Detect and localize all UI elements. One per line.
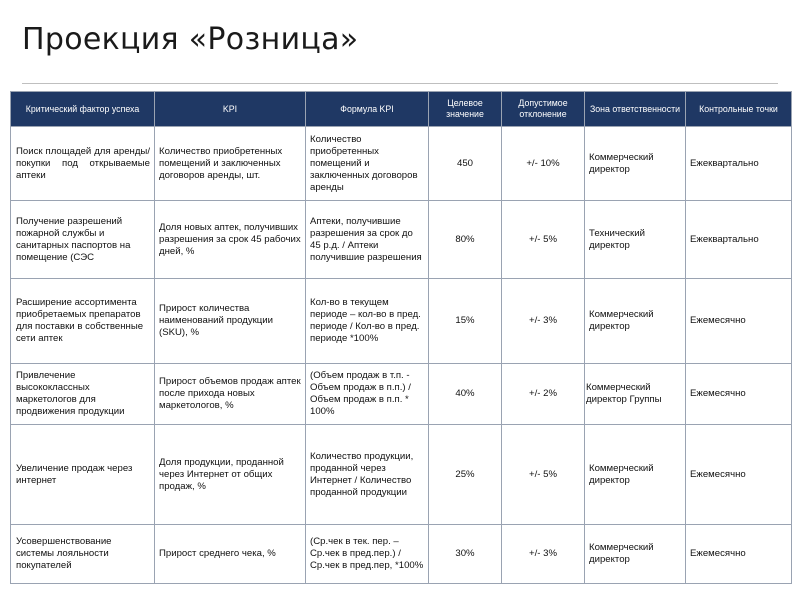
header-target-value: Целевое значение xyxy=(429,92,502,127)
cell-checkpoints: Ежемесячно xyxy=(686,425,792,525)
cell-kpi: Количество приобретенных помещений и заключенных договоров аренды, шт. xyxy=(155,127,306,201)
cell-kpi: Доля продукции, проданной через Интернет от общих продаж, % xyxy=(155,425,306,525)
header-critical-factor: Критический фактор успеха xyxy=(11,92,155,127)
cell-responsibility: Коммерческий директор xyxy=(585,425,686,525)
cell-checkpoints: Ежеквартально xyxy=(686,127,792,201)
cell-tolerance: +/- 10% xyxy=(502,127,585,201)
cell-checkpoints: Ежемесячно xyxy=(686,364,792,425)
cell-critical-factor: Увеличение продаж через интернет xyxy=(11,425,155,525)
cell-kpi: Доля новых аптек, получивших разрешения за срок 45 рабочих дней, % xyxy=(155,201,306,279)
cell-kpi-formula: Количество приобретенных помещений и заключенных договоров аренды xyxy=(306,127,429,201)
cell-checkpoints: Ежемесячно xyxy=(686,525,792,584)
cell-kpi-formula: (Объем продаж в т.п. - Объем продаж в п.п.) / Объем продаж в п.п. * 100% xyxy=(306,364,429,425)
cell-responsibility: Коммерческий директор Группы xyxy=(585,364,686,425)
cell-responsibility: Коммерческий директор xyxy=(585,127,686,201)
cell-kpi-formula: Кол-во в текущем периоде – кол-во в пред. периоде / Кол-во в пред. периоде *100% xyxy=(306,279,429,364)
cell-kpi: Прирост количества наименований продукции (SKU), % xyxy=(155,279,306,364)
cell-target-value: 30% xyxy=(429,525,502,584)
cell-critical-factor: Расширение ассортимента приобретаемых препаратов для поставки в собственные сети аптек xyxy=(11,279,155,364)
header-responsibility: Зона ответственности xyxy=(585,92,686,127)
kpi-table xyxy=(10,91,792,584)
cell-checkpoints: Ежеквартально xyxy=(686,201,792,279)
cell-kpi: Прирост среднего чека, % xyxy=(155,525,306,584)
cell-tolerance: +/- 5% xyxy=(502,425,585,525)
header-kpi: KPI xyxy=(155,92,306,127)
table-row xyxy=(11,364,792,425)
title-divider xyxy=(22,83,778,84)
cell-responsibility: Технический директор xyxy=(585,201,686,279)
cell-responsibility: Коммерческий директор xyxy=(585,279,686,364)
table-row xyxy=(11,425,792,525)
table-row xyxy=(11,201,792,279)
table-row xyxy=(11,127,792,201)
header-tolerance: Допустимое отклонение xyxy=(502,92,585,127)
header-checkpoints: Контрольные точки xyxy=(686,92,792,127)
cell-target-value: 450 xyxy=(429,127,502,201)
cell-critical-factor: Получение разрешений пожарной службы и санитарных паспортов на помещение (СЭС xyxy=(11,201,155,279)
cell-critical-factor: Привлечение высококлассных маркетологов для продвижения продукции xyxy=(11,364,155,425)
cell-target-value: 40% xyxy=(429,364,502,425)
cell-kpi: Прирост объемов продаж аптек после прихода новых маркетологов, % xyxy=(155,364,306,425)
cell-tolerance: +/- 5% xyxy=(502,201,585,279)
cell-checkpoints: Ежемесячно xyxy=(686,279,792,364)
cell-kpi-formula: Аптеки, получившие разрешения за срок до 45 р.д. / Аптеки получившие разрешения xyxy=(306,201,429,279)
cell-target-value: 80% xyxy=(429,201,502,279)
table-row xyxy=(11,525,792,584)
cell-tolerance: +/- 3% xyxy=(502,525,585,584)
cell-critical-factor: Поиск площадей для аренды/покупки под открываемые аптеки xyxy=(11,127,155,201)
table-row xyxy=(11,279,792,364)
header-row xyxy=(11,92,792,127)
cell-kpi-formula: (Ср.чек в тек. пер. – Ср.чек в пред.пер.) / Ср.чек в пред.пер, *100% xyxy=(306,525,429,584)
header-kpi-formula: Формула KPI xyxy=(306,92,429,127)
cell-tolerance: +/- 2% xyxy=(502,364,585,425)
cell-responsibility: Коммерческий директор xyxy=(585,525,686,584)
cell-tolerance: +/- 3% xyxy=(502,279,585,364)
page-title: Проекция «Розница» xyxy=(22,22,359,57)
cell-target-value: 15% xyxy=(429,279,502,364)
cell-kpi-formula: Количество продукции, проданной через Интернет / Количество проданной продукции xyxy=(306,425,429,525)
cell-target-value: 25% xyxy=(429,425,502,525)
cell-critical-factor: Усовершенствование системы лояльности покупателей xyxy=(11,525,155,584)
